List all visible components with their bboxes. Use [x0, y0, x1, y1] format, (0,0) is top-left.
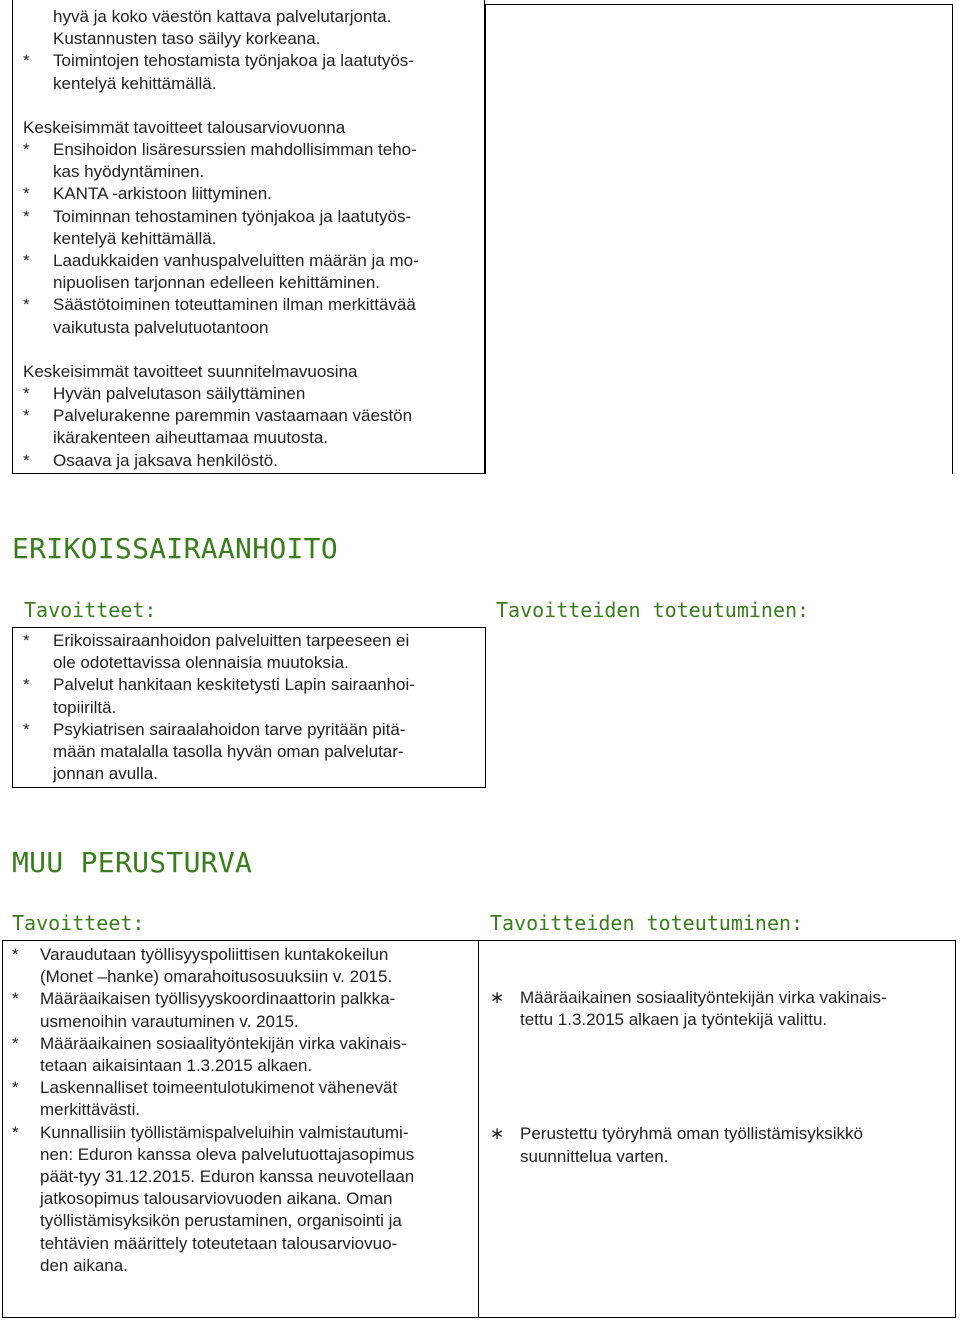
list-item: ∗ Määräaikainen sosiaalityöntekijän virka vakinais- tettu 1.3.2015 alkaen ja työntekijä valittu. [490, 988, 887, 1030]
list-item: * Toimintojen tehostamista työnjakoa ja laatutyös- kentelyä kehittämällä. [23, 51, 414, 93]
goals-achievement-heading: Tavoitteiden toteutuminen: [490, 911, 804, 935]
muu-achievements-list [490, 987, 945, 1168]
list-item: * Palvelut hankitaan keskitetysti Lapin sairaanhoi- topiiriltä. [23, 675, 415, 717]
muu-table-divider [478, 940, 479, 1318]
list-item: * Hyvän palvelutason säilyttäminen [23, 384, 306, 404]
plan-heading: Keskeisimmät tavoitteet suunnitelmavuosina [23, 361, 358, 381]
list-item: * Osaava ja jaksava henkilöstö. [23, 450, 278, 470]
goals-heading: Tavoitteet: [24, 598, 157, 622]
muu-goals-list [12, 944, 472, 1277]
goals-heading: Tavoitteet: [12, 911, 145, 935]
intro-line: hyvä ja koko väestön kattava palvelutarjonta. [53, 7, 392, 26]
list-item: ∗ Perustettu työryhmä oman työllistämisyksikkö suunnittelua varten. [490, 1124, 863, 1166]
list-item: * Määräaikaisen työllisyyskoordinaattorin palkka- usmenoihin varautuminen v. 2015. [12, 989, 396, 1031]
erikois-right-cell [485, 627, 488, 788]
list-item: * Erikoissairaanhoidon palveluitten tarpeeseen ei ole odotettavissa olennaisia muutoksia. [23, 631, 410, 673]
section-title-muu-perusturva: MUU PERUSTURVA [12, 846, 253, 879]
list-item: * Psykiatrisen sairaalahoidon tarve pyritään pitä- mään matalalla tasolla hyvän oman palvelutar- jonnan avulla. [23, 719, 406, 784]
section-title-erikoissairaanhoito: ERIKOISSAIRAANHOITO [12, 532, 338, 565]
erikois-goals-list [23, 630, 478, 785]
list-item: * KANTA -arkistoon liittyminen. [23, 184, 272, 204]
list-item: * Määräaikainen sosiaalityöntekijän virka vakinais- tetaan aikaisintaan 1.3.2015 alkaen. [12, 1033, 407, 1076]
goals-achievement-heading: Tavoitteiden toteutuminen: [496, 598, 810, 622]
list-item: * Laskennalliset toimeentulotukimenot vähenevät merkittävästi. [12, 1078, 398, 1120]
list-item: * Laadukkaiden vanhuspalveluitten määrän ja mo- nipuolisen tarjonnan edelleen kehittäminen. [23, 251, 419, 293]
list-item: * Säästötoiminen toteuttaminen ilman merkittävää vaikutusta palvelutuotantoon [23, 295, 416, 337]
top-section-text [23, 6, 478, 472]
top-table-divider [485, 4, 486, 474]
top-table-right-edge [952, 4, 953, 474]
intro-line: Kustannusten taso säilyy korkeana. [53, 29, 321, 49]
budget-heading: Keskeisimmät tavoitteet talousarviovuonna [23, 117, 346, 137]
list-item: * Palvelurakenne paremmin vastaamaan väestön ikärakenteen aiheuttamaa muutosta. [23, 406, 413, 448]
list-item: * Kunnallisiin työllistämispalveluihin valmistautumi- nen: Eduron kanssa oleva palvelutuottajasopimus päät-tyy 31.12.2015. Eduron kanssa neuvotellaan jatkosopimus talousarviovuoden aikana. Oman työllistämisyksikön perustaminen, organisointi ja tehtävien määrittely toteutetaan talousarviovuo- den aikana. [12, 1122, 415, 1275]
list-item: * Varaudutaan työllisyyspoliittisen kuntakokeilun (Monet –hanke) omarahoitusosuuksiin v. 2015. [12, 945, 393, 987]
list-item: * Ensihoidon lisäresurssien mahdollisimman teho- kas hyödyntäminen. [23, 140, 417, 182]
list-item: * Toiminnan tehostaminen työnjakoa ja laatutyös- kentelyä kehittämällä. [23, 206, 412, 248]
top-table-right-top [485, 4, 953, 5]
